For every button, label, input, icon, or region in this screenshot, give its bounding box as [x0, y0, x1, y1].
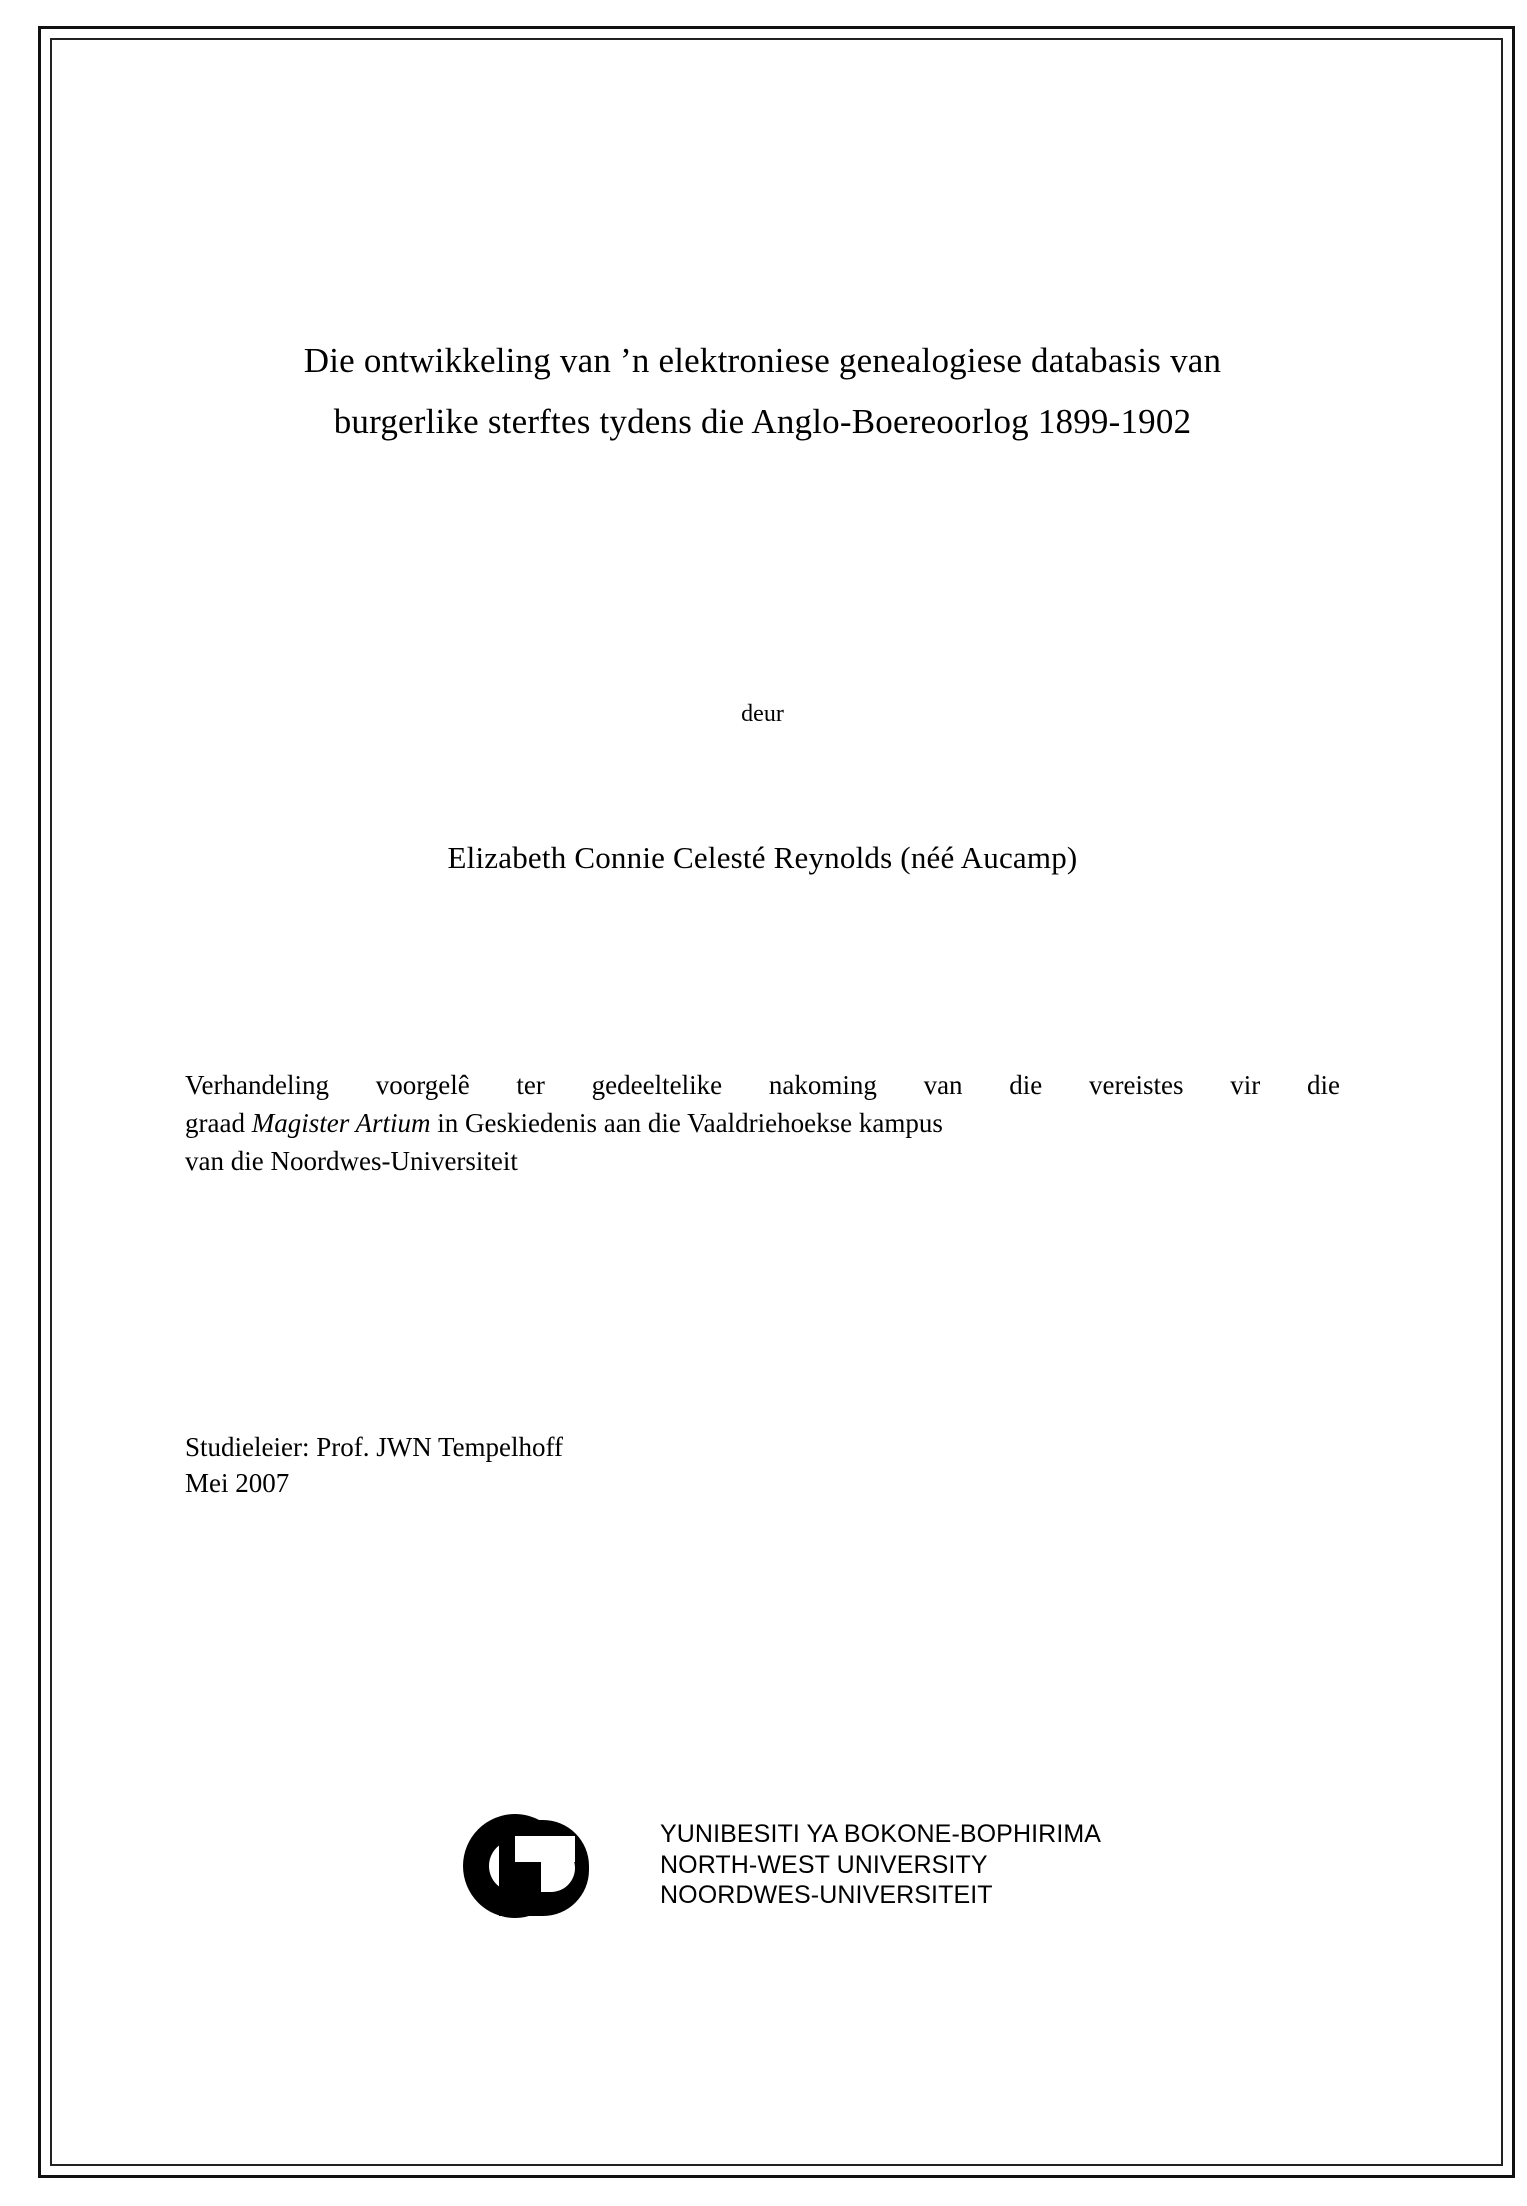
byline-label: deur: [741, 700, 784, 727]
university-name-english: NORTH-WEST UNIVERSITY: [660, 1850, 988, 1879]
date-line: Mei 2007: [185, 1467, 290, 1498]
degree-statement-line-2: [185, 1104, 1340, 1142]
degree-statement-line-2-post: in Geskiedenis aan die Vaaldriehoekse kampus: [430, 1107, 943, 1138]
university-name-setswana: YUNIBESITI YA BOKONE-BOPHIRIMA: [660, 1820, 1102, 1849]
degree-statement-line-2-pre: graad: [185, 1107, 252, 1138]
page-title: [185, 330, 1340, 453]
title-line-1: Die ontwikkeling van ’n elektroniese genealogiese databasis van: [303, 341, 1222, 380]
degree-statement-line-3: van die Noordwes-Universiteit: [185, 1146, 518, 1177]
supervisor-line: Studieleier: Prof. JWN Tempelhoff: [185, 1432, 564, 1463]
title-page-content: [185, 330, 1340, 1501]
title-line-2: burgerlike sterftes tydens die Anglo-Boereoorlog 1899-1902: [333, 402, 1192, 442]
university-name-afrikaans: NOORDWES-UNIVERSITEIT: [660, 1881, 993, 1910]
author-name: Elizabeth Connie Celesté Reynolds (néé Aucamp): [447, 839, 1078, 875]
degree-statement-line-1: Verhandeling voorgelê ter gedeeltelike nakoming van die vereistes vir die: [185, 1069, 1340, 1100]
supervisor-and-date: [185, 1180, 1340, 1500]
degree-name-italic: Magister Artium: [251, 1107, 431, 1138]
nwu-monogram-icon: [455, 1806, 650, 1924]
university-name-block: [650, 1819, 1101, 1911]
university-logo: [455, 1800, 1102, 1930]
degree-statement: [185, 876, 1340, 1181]
